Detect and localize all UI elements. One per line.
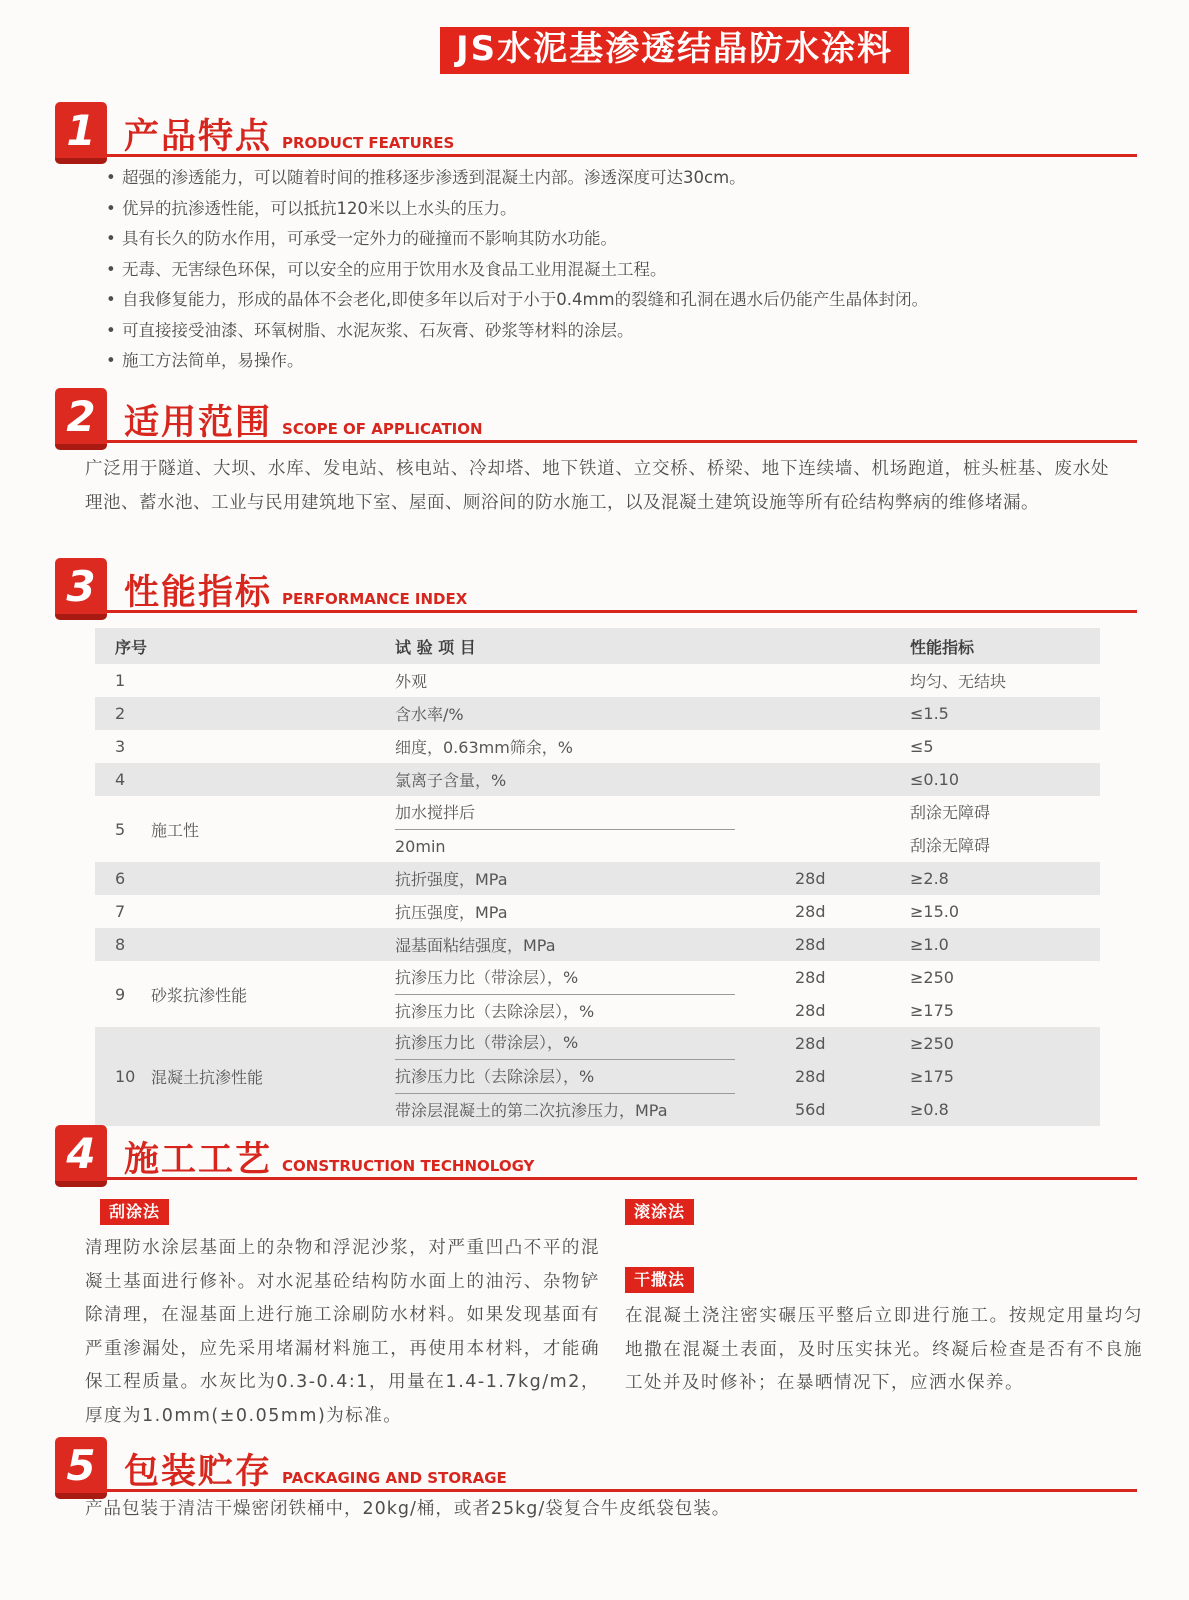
table-row: 2 含水率/% ≤1.5 (95, 697, 1100, 730)
section-subtitle: PRODUCT FEATURES (282, 134, 455, 152)
section-title: 适用范围 (124, 402, 273, 443)
section-header-performance (55, 557, 1137, 613)
section-number-badge: 3 (55, 558, 107, 620)
method-tag-dry-sprinkle: 干撒法 (625, 1267, 694, 1293)
col-header-index: 性能指标 (910, 637, 975, 657)
table-header-row (95, 628, 1100, 664)
method-tag-scrape-coating: 刮涂法 (100, 1199, 169, 1225)
table-row: 3 细度，0.63mm筛余，% ≤5 (115, 737, 934, 757)
feature-item: • 自我修复能力，形成的晶体不会老化,即使多年以后对于小于0.4mm的裂缝和孔洞在遇水后仍能产生晶体封闭。 (104, 285, 1144, 316)
feature-item: • 无毒、无害绿色环保，可以安全的应用于饮用水及食品工业用混凝土工程。 (104, 255, 1144, 286)
section-subtitle: CONSTRUCTION TECHNOLOGY (282, 1157, 535, 1175)
section-number-badge: 1 (55, 102, 107, 164)
table-row: 5 施工性 加水搅拌后 20min 刮涂无障碍 刮涂无障碍 (95, 796, 1100, 862)
feature-item: • 施工方法简单，易操作。 (104, 346, 1144, 377)
table-row: 10 混凝土抗渗性能 抗渗压力比（带涂层），% 抗渗压力比（去除涂层），% 带涂层混凝土的第二次抗渗压力，MPa 28d 28d 56d ≥250 ≥175 ≥0.8 (95, 1027, 1100, 1126)
table-row: 6 抗折强度，MPa 28d ≥2.8 (95, 862, 1100, 895)
section-header-product-features (55, 101, 1137, 157)
table-row: 4 氯离子含量，% ≤0.10 (95, 763, 1100, 796)
scope-paragraph: 广泛用于隧道、大坝、水库、发电站、核电站、冷却塔、地下铁道、立交桥、桥梁、地下连续墙、机场跑道，桩头桩基、废水处理池、蓄水池、工业与民用建筑地下室、屋面、厕浴间的防水施工，以及混凝土建筑设施等所有砼结构弊病的维修堵漏。 (85, 459, 1109, 513)
method-tag-roll-coating: 滚涂法 (625, 1199, 694, 1225)
section-header-packaging (55, 1436, 1137, 1492)
section-subtitle: PERFORMANCE INDEX (282, 590, 468, 608)
section-header-scope (55, 387, 1137, 443)
performance-table (95, 628, 1100, 1126)
section-subtitle: SCOPE OF APPLICATION (282, 420, 483, 438)
packaging-paragraph: 产品包装于清洁干燥密闭铁桶中，20kg/桶，或者25kg/袋复合牛皮纸袋包装。 (85, 1499, 731, 1519)
feature-item: • 具有长久的防水作用，可承受一定外力的碰撞而不影响其防水功能。 (104, 224, 1144, 255)
col-header-no: 序号 (115, 637, 148, 657)
page-title: JS水泥基渗透结晶防水涂料 (440, 27, 909, 74)
table-row: 9 砂浆抗渗性能 抗渗压力比（带涂层），% 抗渗压力比（去除涂层），% 28d 28d ≥250 ≥175 (95, 961, 1100, 1027)
section-number-badge: 4 (55, 1125, 107, 1187)
feature-list (104, 163, 1144, 377)
section-title: 施工工艺 (124, 1139, 273, 1180)
table-row: 7 抗压强度，MPa 28d ≥15.0 (115, 902, 960, 922)
feature-item: • 优异的抗渗透性能，可以抵抗120米以上水头的压力。 (104, 194, 1144, 225)
table-row: 1 外观 均匀、无结块 (115, 671, 1007, 691)
section-subtitle: PACKAGING AND STORAGE (282, 1469, 507, 1487)
section-number-badge: 2 (55, 388, 107, 450)
feature-item: • 可直接接受油漆、环氧树脂、水泥灰浆、石灰膏、砂浆等材料的涂层。 (104, 316, 1144, 347)
section-title: 包装贮存 (124, 1451, 273, 1492)
section-title: 产品特点 (124, 116, 273, 157)
section-header-construction (55, 1124, 1137, 1180)
scrape-method-paragraph: 清理防水涂层基面上的杂物和浮泥沙浆，对严重凹凸不平的混凝土基面进行修补。对水泥基砼结构防水面上的油污、杂物铲除清理，在湿基面上进行施工涂刷防水材料。如果发现基面有严重渗漏处，应先采用堵漏材料施工，再使用本材料，才能确保工程质量。水灰比为0.3-0.4:1，用量在1.4-1.7kg/m2，厚度为1.0mm(±0.05mm)为标准。 (85, 1238, 600, 1426)
feature-item: • 超强的渗透能力，可以随着时间的推移逐步渗透到混凝土内部。渗透深度可达30cm。 (104, 163, 1144, 194)
col-header-item: 试 验 项 目 (395, 637, 476, 657)
dry-sprinkle-paragraph: 在混凝土浇注密实碾压平整后立即进行施工。按规定用量均匀地撒在混凝土表面，及时压实抹光。终凝后检查是否有不良施工处并及时修补；在暴晒情况下，应洒水保养。 (625, 1306, 1143, 1393)
section-title: 性能指标 (124, 572, 273, 613)
table-row: 8 湿基面粘结强度，MPa 28d ≥1.0 (95, 928, 1100, 961)
section-number-badge: 5 (55, 1437, 107, 1499)
